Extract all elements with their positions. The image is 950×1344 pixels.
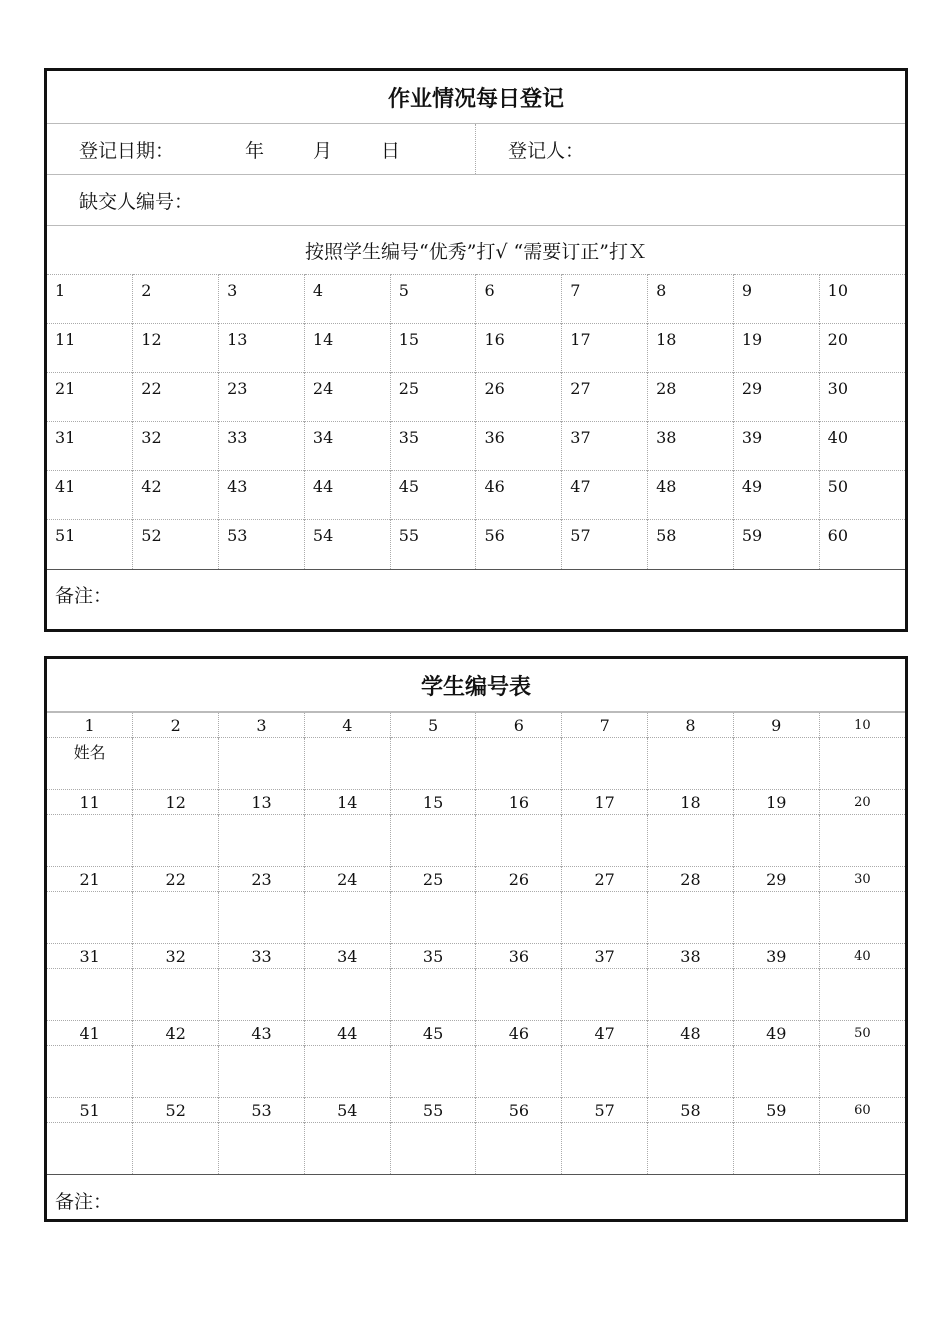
roster-name-cell[interactable] xyxy=(476,1046,562,1098)
roster-name-cell[interactable] xyxy=(476,815,562,867)
roster-number-cell: 12 xyxy=(133,790,219,815)
roster-name-row xyxy=(47,892,905,944)
roster-name-cell[interactable] xyxy=(133,1123,219,1175)
roster-number-cell: 24 xyxy=(304,867,390,892)
roster-number-row xyxy=(47,1021,905,1046)
roster-number-cell: 53 xyxy=(219,1098,305,1123)
register-grid-cell[interactable]: 1 xyxy=(47,275,133,324)
roster-number-cell: 1 xyxy=(47,713,133,738)
register-grid-cell[interactable]: 40 xyxy=(819,422,905,471)
register-grid-cell[interactable]: 31 xyxy=(47,422,133,471)
roster-number-cell: 29 xyxy=(733,867,819,892)
roster-name-cell[interactable] xyxy=(390,738,476,790)
roster-name-cell[interactable] xyxy=(733,1123,819,1175)
roster-number-cell: 31 xyxy=(47,944,133,969)
roster-number-cell: 23 xyxy=(219,867,305,892)
roster-number-row xyxy=(47,1098,905,1123)
roster-name-cell[interactable] xyxy=(304,892,390,944)
roster-number-cell: 19 xyxy=(733,790,819,815)
roster-name-cell[interactable] xyxy=(390,969,476,1021)
roster-number-cell: 26 xyxy=(476,867,562,892)
register-grid-cell[interactable]: 58 xyxy=(648,520,734,569)
register-grid-cell[interactable]: 56 xyxy=(476,520,562,569)
roster-title: 学生编号表 xyxy=(47,659,905,712)
register-grid-row xyxy=(47,471,905,520)
register-grid-cell[interactable]: 16 xyxy=(476,324,562,373)
roster-name-row xyxy=(47,969,905,1021)
register-grid-cell[interactable]: 48 xyxy=(648,471,734,520)
student-roster-panel xyxy=(44,656,908,1222)
roster-remark xyxy=(47,1174,905,1225)
roster-number-cell: 28 xyxy=(648,867,734,892)
roster-name-cell[interactable] xyxy=(648,892,734,944)
roster-name-cell[interactable] xyxy=(733,815,819,867)
register-grid-cell[interactable]: 37 xyxy=(562,422,648,471)
roster-number-cell: 14 xyxy=(304,790,390,815)
roster-number-cell: 5 xyxy=(390,713,476,738)
roster-number-cell: 37 xyxy=(562,944,648,969)
roster-number-cell: 36 xyxy=(476,944,562,969)
roster-number-cell: 49 xyxy=(733,1021,819,1046)
register-grid-cell[interactable]: 30 xyxy=(819,373,905,422)
register-grid-cell[interactable]: 18 xyxy=(648,324,734,373)
roster-name-cell[interactable] xyxy=(648,815,734,867)
roster-name-cell[interactable] xyxy=(219,969,305,1021)
roster-name-row xyxy=(47,1046,905,1098)
register-grid-cell[interactable]: 20 xyxy=(819,324,905,373)
roster-name-cell[interactable] xyxy=(562,1046,648,1098)
roster-number-cell: 44 xyxy=(304,1021,390,1046)
register-grid-cell[interactable]: 32 xyxy=(133,422,219,471)
register-grid-cell[interactable]: 44 xyxy=(304,471,390,520)
roster-number-cell: 35 xyxy=(390,944,476,969)
roster-number-cell: 18 xyxy=(648,790,734,815)
register-grid-cell[interactable]: 2 xyxy=(133,275,219,324)
roster-number-cell: 25 xyxy=(390,867,476,892)
roster-number-cell: 27 xyxy=(562,867,648,892)
roster-number-cell: 9 xyxy=(733,713,819,738)
roster-number-row xyxy=(47,944,905,969)
register-grid-cell[interactable]: 38 xyxy=(648,422,734,471)
roster-name-cell[interactable] xyxy=(219,892,305,944)
roster-number-cell: 8 xyxy=(648,713,734,738)
roster-number-cell: 52 xyxy=(133,1098,219,1123)
roster-name-cell[interactable] xyxy=(219,815,305,867)
roster-name-cell[interactable] xyxy=(819,738,905,790)
register-grid-cell[interactable]: 33 xyxy=(219,422,305,471)
register-grid-cell[interactable]: 46 xyxy=(476,471,562,520)
roster-number-row xyxy=(47,713,905,738)
roster-number-cell: 4 xyxy=(304,713,390,738)
roster-name-cell[interactable] xyxy=(819,815,905,867)
roster-name-cell[interactable] xyxy=(476,892,562,944)
register-grid-cell[interactable]: 49 xyxy=(733,471,819,520)
roster-number-cell: 39 xyxy=(733,944,819,969)
register-grid-cell[interactable]: 14 xyxy=(304,324,390,373)
register-grid-cell[interactable]: 36 xyxy=(476,422,562,471)
roster-name-cell[interactable] xyxy=(476,1123,562,1175)
register-grid-cell[interactable]: 13 xyxy=(219,324,305,373)
roster-name-cell[interactable] xyxy=(47,969,133,1021)
register-grid-cell[interactable]: 7 xyxy=(562,275,648,324)
instruction-row xyxy=(47,226,905,274)
roster-name-cell[interactable] xyxy=(562,892,648,944)
register-grid-cell[interactable]: 3 xyxy=(219,275,305,324)
register-grid-cell[interactable]: 11 xyxy=(47,324,133,373)
roster-number-cell: 38 xyxy=(648,944,734,969)
missing-label: 缺交人编号： xyxy=(79,190,194,213)
roster-number-cell: 55 xyxy=(390,1098,476,1123)
roster-number-cell: 7 xyxy=(562,713,648,738)
roster-name-cell[interactable] xyxy=(304,969,390,1021)
roster-number-cell: 32 xyxy=(133,944,219,969)
year-label: 年 xyxy=(245,140,265,162)
roster-number-cell: 11 xyxy=(47,790,133,815)
date-cell xyxy=(47,124,476,174)
register-grid-cell[interactable]: 26 xyxy=(476,373,562,422)
register-grid-row xyxy=(47,422,905,471)
day-label: 日 xyxy=(381,140,401,162)
roster-name-cell[interactable] xyxy=(819,1123,905,1175)
roster-number-cell: 58 xyxy=(648,1098,734,1123)
homework-register-panel xyxy=(44,68,908,632)
date-label: 登记日期： xyxy=(79,139,175,162)
roster-number-cell: 59 xyxy=(733,1098,819,1123)
roster-name-cell[interactable] xyxy=(733,969,819,1021)
roster-name-row xyxy=(47,1123,905,1175)
register-grid-cell[interactable]: 35 xyxy=(390,422,476,471)
roster-name-cell[interactable] xyxy=(390,815,476,867)
roster-name-cell[interactable] xyxy=(819,969,905,1021)
roster-name-cell[interactable] xyxy=(133,892,219,944)
register-grid-cell[interactable]: 51 xyxy=(47,520,133,569)
roster-name-cell[interactable] xyxy=(219,738,305,790)
roster-name-row xyxy=(47,815,905,867)
roster-number-cell: 41 xyxy=(47,1021,133,1046)
roster-name-cell[interactable] xyxy=(304,1123,390,1175)
roster-name-cell[interactable] xyxy=(733,738,819,790)
name-label: 姓名 xyxy=(73,743,106,762)
recorder-cell xyxy=(476,124,905,174)
roster-number-row xyxy=(47,790,905,815)
roster-number-cell: 17 xyxy=(562,790,648,815)
roster-name-cell[interactable] xyxy=(219,1046,305,1098)
roster-name-cell[interactable] xyxy=(648,969,734,1021)
register-grid-cell[interactable]: 34 xyxy=(304,422,390,471)
roster-name-cell[interactable] xyxy=(390,1046,476,1098)
remark-label: 备注： xyxy=(55,585,113,607)
roster-number-cell: 47 xyxy=(562,1021,648,1046)
roster-name-cell[interactable] xyxy=(219,1123,305,1175)
roster-number-cell: 40 xyxy=(819,944,905,969)
roster-number-cell: 50 xyxy=(819,1021,905,1046)
missing-row xyxy=(47,175,905,226)
register-remark xyxy=(47,569,905,620)
register-grid-cell[interactable]: 57 xyxy=(562,520,648,569)
recorder-label: 登记人： xyxy=(508,139,585,162)
register-grid-cell[interactable]: 42 xyxy=(133,471,219,520)
roster-number-cell: 43 xyxy=(219,1021,305,1046)
month-label: 月 xyxy=(313,140,333,162)
register-grid-cell[interactable]: 25 xyxy=(390,373,476,422)
instruction-text: 按照学生编号“优秀”打√ “需要订正”打Ｘ xyxy=(304,240,647,263)
register-grid-cell[interactable]: 43 xyxy=(219,471,305,520)
roster-number-cell: 20 xyxy=(819,790,905,815)
roster-name-cell[interactable] xyxy=(304,815,390,867)
roster-name-cell[interactable] xyxy=(562,969,648,1021)
roster-number-cell: 57 xyxy=(562,1098,648,1123)
roster-name-cell[interactable] xyxy=(304,1046,390,1098)
roster-name-cell[interactable] xyxy=(648,1123,734,1175)
roster-name-cell[interactable] xyxy=(47,892,133,944)
roster-number-cell: 13 xyxy=(219,790,305,815)
register-grid-row xyxy=(47,520,905,569)
roster-name-cell[interactable] xyxy=(133,1046,219,1098)
register-grid-cell[interactable]: 23 xyxy=(219,373,305,422)
register-grid-cell[interactable]: 24 xyxy=(304,373,390,422)
register-grid-cell[interactable]: 41 xyxy=(47,471,133,520)
register-grid-cell[interactable]: 4 xyxy=(304,275,390,324)
roster-name-cell[interactable] xyxy=(47,815,133,867)
register-grid-cell[interactable]: 27 xyxy=(562,373,648,422)
roster-name-cell[interactable] xyxy=(819,892,905,944)
roster-name-cell[interactable] xyxy=(648,1046,734,1098)
roster-number-cell: 51 xyxy=(47,1098,133,1123)
roster-number-cell: 10 xyxy=(819,713,905,738)
register-grid-cell[interactable]: 19 xyxy=(733,324,819,373)
register-grid-cell[interactable]: 12 xyxy=(133,324,219,373)
roster-number-cell: 42 xyxy=(133,1021,219,1046)
roster-name-cell[interactable] xyxy=(47,1046,133,1098)
roster-name-cell[interactable] xyxy=(733,892,819,944)
roster-number-cell: 15 xyxy=(390,790,476,815)
register-grid-cell[interactable]: 53 xyxy=(219,520,305,569)
roster-name-cell[interactable] xyxy=(562,1123,648,1175)
roster-name-cell[interactable] xyxy=(390,1123,476,1175)
roster-number-grid xyxy=(47,712,905,1174)
register-grid-cell[interactable]: 8 xyxy=(648,275,734,324)
roster-name-cell[interactable] xyxy=(819,1046,905,1098)
roster-name-cell[interactable] xyxy=(304,738,390,790)
register-grid-cell[interactable]: 29 xyxy=(733,373,819,422)
register-grid-cell[interactable]: 39 xyxy=(733,422,819,471)
roster-number-cell: 56 xyxy=(476,1098,562,1123)
roster-name-cell[interactable] xyxy=(476,738,562,790)
roster-name-cell[interactable] xyxy=(476,969,562,1021)
register-grid-cell[interactable]: 47 xyxy=(562,471,648,520)
roster-name-cell[interactable] xyxy=(47,738,133,790)
remark-label: 备注： xyxy=(55,1190,113,1213)
roster-number-cell: 21 xyxy=(47,867,133,892)
register-grid-cell[interactable]: 21 xyxy=(47,373,133,422)
roster-number-cell: 3 xyxy=(219,713,305,738)
register-grid-cell[interactable]: 55 xyxy=(390,520,476,569)
roster-name-cell[interactable] xyxy=(133,815,219,867)
register-grid-row xyxy=(47,373,905,422)
register-grid-cell[interactable]: 5 xyxy=(390,275,476,324)
roster-name-cell[interactable] xyxy=(648,738,734,790)
register-grid-cell[interactable]: 22 xyxy=(133,373,219,422)
register-grid-cell[interactable]: 45 xyxy=(390,471,476,520)
register-grid-cell[interactable]: 59 xyxy=(733,520,819,569)
roster-name-cell[interactable] xyxy=(562,738,648,790)
roster-name-cell[interactable] xyxy=(390,892,476,944)
register-number-grid xyxy=(47,274,905,569)
roster-number-cell: 34 xyxy=(304,944,390,969)
roster-name-cell[interactable] xyxy=(47,1123,133,1175)
register-grid-cell[interactable]: 54 xyxy=(304,520,390,569)
roster-name-cell[interactable] xyxy=(562,815,648,867)
roster-number-cell: 6 xyxy=(476,713,562,738)
roster-number-cell: 46 xyxy=(476,1021,562,1046)
roster-number-cell: 33 xyxy=(219,944,305,969)
register-grid-row xyxy=(47,324,905,373)
register-grid-cell[interactable]: 9 xyxy=(733,275,819,324)
roster-number-cell: 2 xyxy=(133,713,219,738)
roster-number-cell: 45 xyxy=(390,1021,476,1046)
roster-name-cell[interactable] xyxy=(733,1046,819,1098)
register-grid-cell[interactable]: 50 xyxy=(819,471,905,520)
roster-name-cell[interactable] xyxy=(133,969,219,1021)
roster-number-cell: 60 xyxy=(819,1098,905,1123)
roster-number-row xyxy=(47,867,905,892)
roster-name-cell[interactable] xyxy=(133,738,219,790)
roster-number-cell: 54 xyxy=(304,1098,390,1123)
date-row xyxy=(47,124,905,175)
register-grid-cell[interactable]: 60 xyxy=(819,520,905,569)
register-grid-row xyxy=(47,275,905,324)
register-grid-cell[interactable]: 10 xyxy=(819,275,905,324)
register-grid-cell[interactable]: 52 xyxy=(133,520,219,569)
register-grid-cell[interactable]: 6 xyxy=(476,275,562,324)
register-grid-cell[interactable]: 28 xyxy=(648,373,734,422)
roster-number-cell: 16 xyxy=(476,790,562,815)
roster-number-cell: 22 xyxy=(133,867,219,892)
roster-name-row xyxy=(47,738,905,790)
roster-number-cell: 48 xyxy=(648,1021,734,1046)
register-grid-cell[interactable]: 17 xyxy=(562,324,648,373)
register-title: 作业情况每日登记 xyxy=(47,71,905,124)
register-grid-cell[interactable]: 15 xyxy=(390,324,476,373)
roster-number-cell: 30 xyxy=(819,867,905,892)
